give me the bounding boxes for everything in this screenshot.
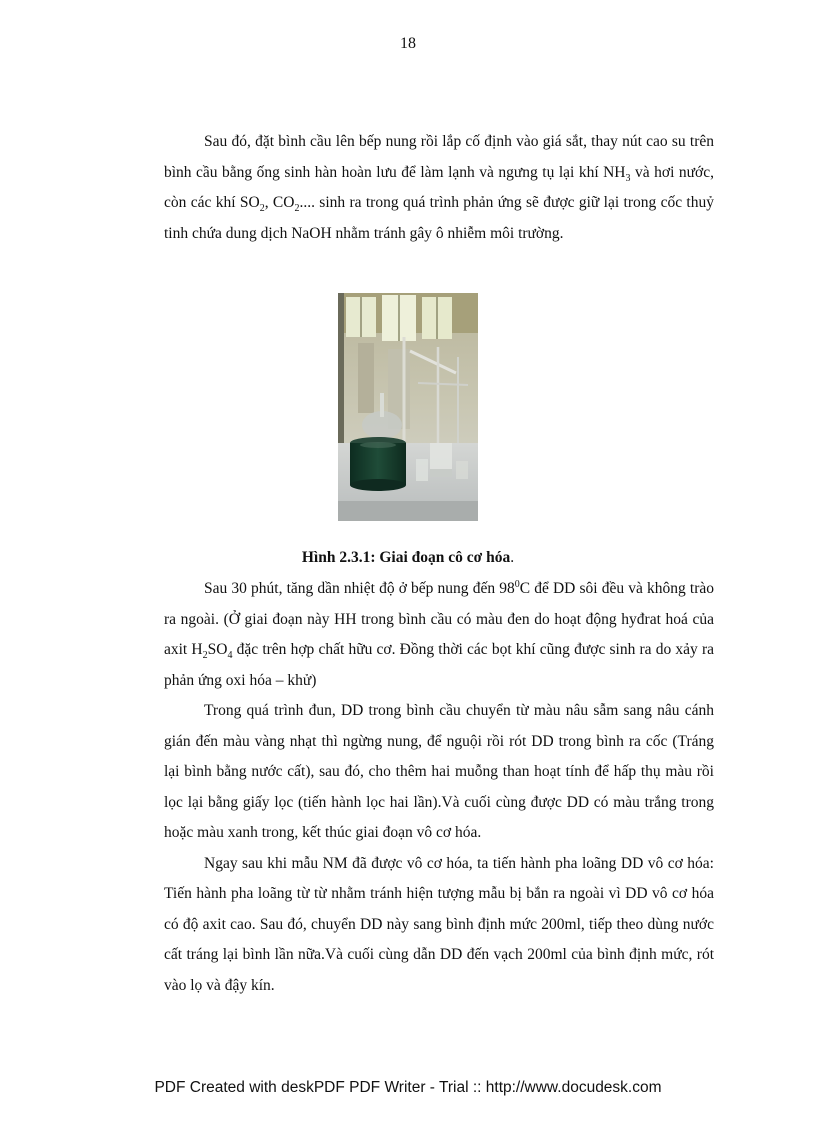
figure-caption: Hình 2.3.1: Giai đoạn cô cơ hóa. — [301, 549, 515, 566]
paragraph-condenser-setup: Sau đó, đặt bình cầu lên bếp nung rồi lắp cố định vào giá sắt, thay nút cao su trên bình cầu bằng ống sinh hàn hoàn lưu để làm lạnh và ngưng tụ lại khí $NH_3$ và hơi nước, còn các khí $SO_2$, $CO_2$.... sinh ra trong quá trình phản ứng sẽ được giữ lại trong cốc thuỷ tinh chứa dung dịch NaOH nhằm tránh gây ô nhiễm môi trường. — [164, 133, 714, 242]
text-block-top — [164, 127, 714, 249]
paragraph-heating: Sau 30 phút, tăng dần nhiệt độ ở bếp nung đến $98^0C$ để DD sôi đều và không trào ra ngoài. (Ở giai đoạn này HH trong bình cầu có màu đen do hoạt động hyđrat hoá của axit $H_2SO_4$ đặc trên hợp chất hữu cơ. Đồng thời các bọt khí cũng được sinh ra do xảy ra phản ứng oxi hóa – khử) — [164, 578, 715, 689]
page-number: 18 — [400, 35, 416, 52]
lab-apparatus-photo — [338, 293, 478, 521]
text-block-bottom — [164, 574, 714, 1001]
pdf-watermark-footer: PDF Created with deskPDF PDF Writer - Trial :: http://www.docudesk.com — [154, 1079, 662, 1096]
paragraph-color-change: Trong quá trình đun, DD trong bình cầu chuyển từ màu nâu sẫm sang nâu cánh gián đến màu vàng nhạt thì ngừng nung, để nguội rồi rót DD trong bình ra cốc (Tráng lại bình bằng nước cất), sau đó, cho thêm hai muỗng than hoạt tính để hấp thụ màu rồi lọc lại bằng giấy lọc (tiến hành lọc hai lần).Và cuối cùng được DD có màu trắng trong hoặc màu xanh trong, kết thúc giai đoạn vô cơ hóa. — [164, 702, 714, 841]
paragraph-dilution: Ngay sau khi mẫu NM đã được vô cơ hóa, ta tiến hành pha loãng DD vô cơ hóa: Tiến hành pha loãng từ từ nhằm tránh hiện tượng mẫu bị bắn ra ngoài vì DD vô cơ hóa có độ axit cao. Sau đó, chuyển DD này sang bình định mức 200ml, tiếp theo dùng nước cất tráng lại bình lần nữa.Và cuối cùng dẫn DD đến vạch 200ml của bình định mức, rót vào lọ và đậy kín. — [164, 854, 714, 994]
